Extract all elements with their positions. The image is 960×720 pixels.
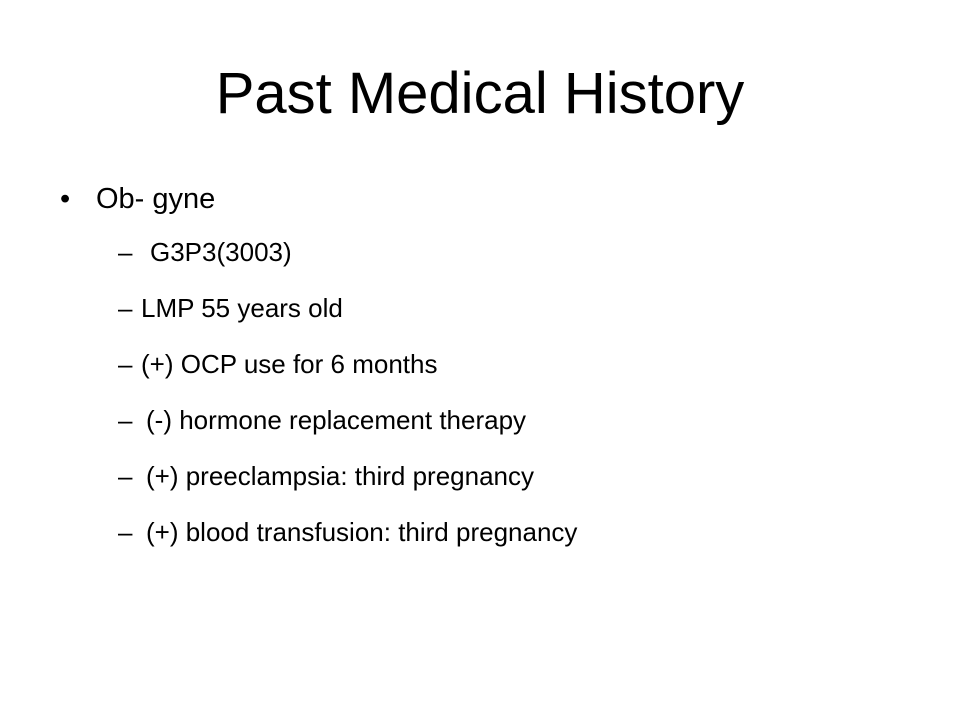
sub-item-text: (+) blood transfusion: third pregnancy: [146, 517, 578, 547]
sub-item-list: [56, 224, 916, 560]
bullet-dot-icon: •: [60, 183, 71, 215]
sub-item-text: (+) preeclampsia: third pregnancy: [146, 461, 535, 491]
dash-icon: –: [118, 461, 133, 491]
list-item: [56, 280, 916, 336]
bullet-item-ob-gyne: [56, 174, 916, 224]
list-item: [56, 504, 916, 560]
slide-title: Past Medical History: [215, 61, 745, 126]
dash-icon: –: [118, 293, 133, 323]
list-item: [56, 392, 916, 448]
dash-icon: –: [118, 517, 133, 547]
sub-item-text: G3P3(3003): [150, 237, 292, 267]
dash-icon: –: [118, 237, 133, 267]
list-item: [56, 336, 916, 392]
slide-content: [56, 174, 916, 560]
sub-item-text: (-) hormone replacement therapy: [146, 405, 527, 435]
sub-item-text: LMP 55 years old: [141, 293, 343, 323]
dash-icon: –: [118, 405, 133, 435]
list-item: [56, 224, 916, 280]
bullet-label: Ob- gyne: [96, 183, 216, 215]
dash-icon: –: [118, 349, 133, 379]
sub-item-text: (+) OCP use for 6 months: [141, 349, 438, 379]
list-item: [56, 448, 916, 504]
